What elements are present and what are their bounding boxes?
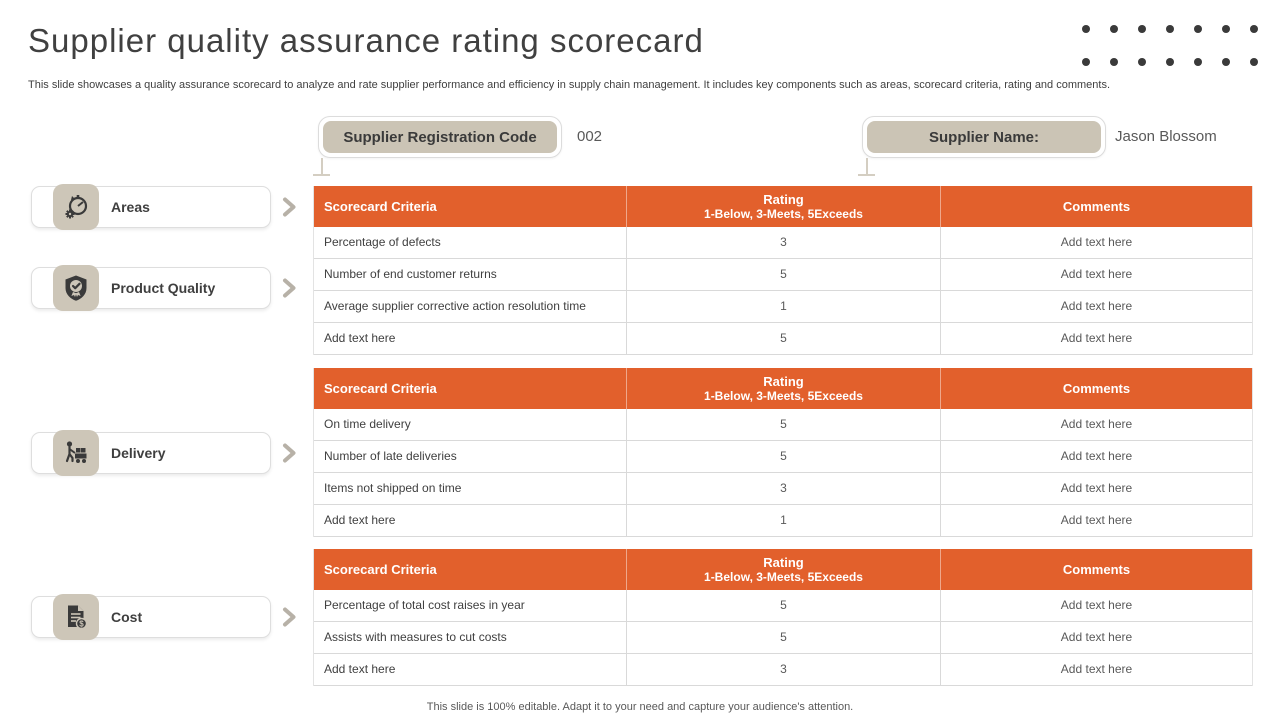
table-row <box>314 409 1252 441</box>
table-row <box>314 505 1252 537</box>
rating-cell: 3 <box>627 473 941 504</box>
scorecard-table-3 <box>313 549 1253 686</box>
comment-cell: Add text here <box>1060 267 1133 281</box>
rating-cell: 5 <box>627 622 941 653</box>
sidebar-item-areas[interactable] <box>31 186 301 228</box>
criteria-cell: On time delivery <box>314 409 627 440</box>
table-row <box>314 441 1252 473</box>
chevron-right-icon[interactable] <box>282 607 297 627</box>
table-row <box>314 323 1252 355</box>
column-header-rating: Rating 1-Below, 3-Meets, 5Exceeds <box>627 186 941 227</box>
gauge-gear-icon <box>53 184 99 230</box>
rating-cell: 5 <box>627 590 941 621</box>
sidebar-item-label: Product Quality <box>111 280 216 296</box>
table-row <box>314 291 1252 323</box>
column-header-rating: Rating 1-Below, 3-Meets, 5Exceeds <box>627 549 941 590</box>
comment-cell: Add text here <box>1060 662 1133 676</box>
table-row <box>314 473 1252 505</box>
column-header-comments: Comments <box>1062 199 1131 214</box>
column-header-criteria: Scorecard Criteria <box>314 368 627 409</box>
column-header-comments: Comments <box>1062 562 1131 577</box>
comment-cell: Add text here <box>1060 513 1133 527</box>
column-header-criteria: Scorecard Criteria <box>314 549 627 590</box>
comment-cell: Add text here <box>1060 299 1133 313</box>
sidebar-item-product-quality[interactable] <box>31 267 301 309</box>
criteria-cell: Percentage of total cost raises in year <box>314 590 627 621</box>
rating-cell: 5 <box>627 323 941 354</box>
supplier-registration-label: Supplier Registration Code <box>323 121 557 153</box>
scorecard-table-2 <box>313 368 1253 537</box>
footer-note: This slide is 100% editable. Adapt it to your need and capture your audience's attention. <box>426 701 854 713</box>
column-header-rating: Rating 1-Below, 3-Meets, 5Exceeds <box>627 368 941 409</box>
table-row <box>314 259 1252 291</box>
sidebar-item-label: Delivery <box>111 445 166 461</box>
table-row <box>314 654 1252 686</box>
rating-cell: 5 <box>627 259 941 290</box>
rating-cell: 1 <box>627 291 941 322</box>
table-header-row <box>314 368 1252 409</box>
rating-cell: 1 <box>627 505 941 536</box>
table-row <box>314 622 1252 654</box>
rating-cell: 5 <box>627 441 941 472</box>
table-row <box>314 227 1252 259</box>
slide-description: This slide showcases a quality assurance scorecard to analyze and rate supplier performance and efficiency in supply chain management. It includes key components such as areas, scorecard criteria, rating and comments. <box>28 79 1111 91</box>
criteria-cell: Add text here <box>314 654 627 685</box>
svg-text:$: $ <box>79 619 84 629</box>
comment-cell: Add text here <box>1060 331 1133 345</box>
criteria-cell: Number of end customer returns <box>314 259 627 290</box>
table-row <box>314 590 1252 622</box>
chevron-right-icon[interactable] <box>282 197 297 217</box>
connector-line <box>858 174 875 176</box>
connector-line <box>321 158 323 174</box>
supplier-name-label: Supplier Name: <box>867 121 1101 153</box>
chevron-right-icon[interactable] <box>282 443 297 463</box>
supplier-registration-value: 002 <box>577 128 603 145</box>
sidebar-item-label: Cost <box>111 609 143 625</box>
rating-cell: 5 <box>627 409 941 440</box>
cost-document-icon <box>53 594 99 640</box>
scorecard-table-1 <box>313 186 1253 355</box>
criteria-cell: Number of late deliveries <box>314 441 627 472</box>
supplier-registration-box <box>318 116 562 158</box>
table-header-row <box>314 186 1252 227</box>
table-header-row <box>314 549 1252 590</box>
delivery-cart-icon <box>53 430 99 476</box>
criteria-cell: Average supplier corrective action resolution time <box>314 291 627 322</box>
rating-cell: 3 <box>627 227 941 258</box>
page-title: Supplier quality assurance rating scorecard <box>28 22 704 59</box>
sidebar-item-delivery[interactable] <box>31 432 301 474</box>
rating-cell: 3 <box>627 654 941 685</box>
column-header-comments: Comments <box>1062 381 1131 396</box>
supplier-name-box <box>862 116 1106 158</box>
quality-badge-icon <box>53 265 99 311</box>
criteria-cell: Items not shipped on time <box>314 473 627 504</box>
criteria-cell: Percentage of defects <box>314 227 627 258</box>
comment-cell: Add text here <box>1060 449 1133 463</box>
connector-line <box>313 174 330 176</box>
comment-cell: Add text here <box>1060 417 1133 431</box>
comment-cell: Add text here <box>1060 235 1133 249</box>
comment-cell: Add text here <box>1060 598 1133 612</box>
dots-decoration-icon <box>1082 25 1258 66</box>
sidebar-item-label: Areas <box>111 199 150 215</box>
column-header-criteria: Scorecard Criteria <box>314 186 627 227</box>
criteria-cell: Add text here <box>314 323 627 354</box>
sidebar-item-cost[interactable] <box>31 596 301 638</box>
criteria-cell: Assists with measures to cut costs <box>314 622 627 653</box>
criteria-cell: Add text here <box>314 505 627 536</box>
supplier-name-value: Jason Blossom <box>1115 128 1217 145</box>
connector-line <box>866 158 868 174</box>
comment-cell: Add text here <box>1060 630 1133 644</box>
chevron-right-icon[interactable] <box>282 278 297 298</box>
comment-cell: Add text here <box>1060 481 1133 495</box>
